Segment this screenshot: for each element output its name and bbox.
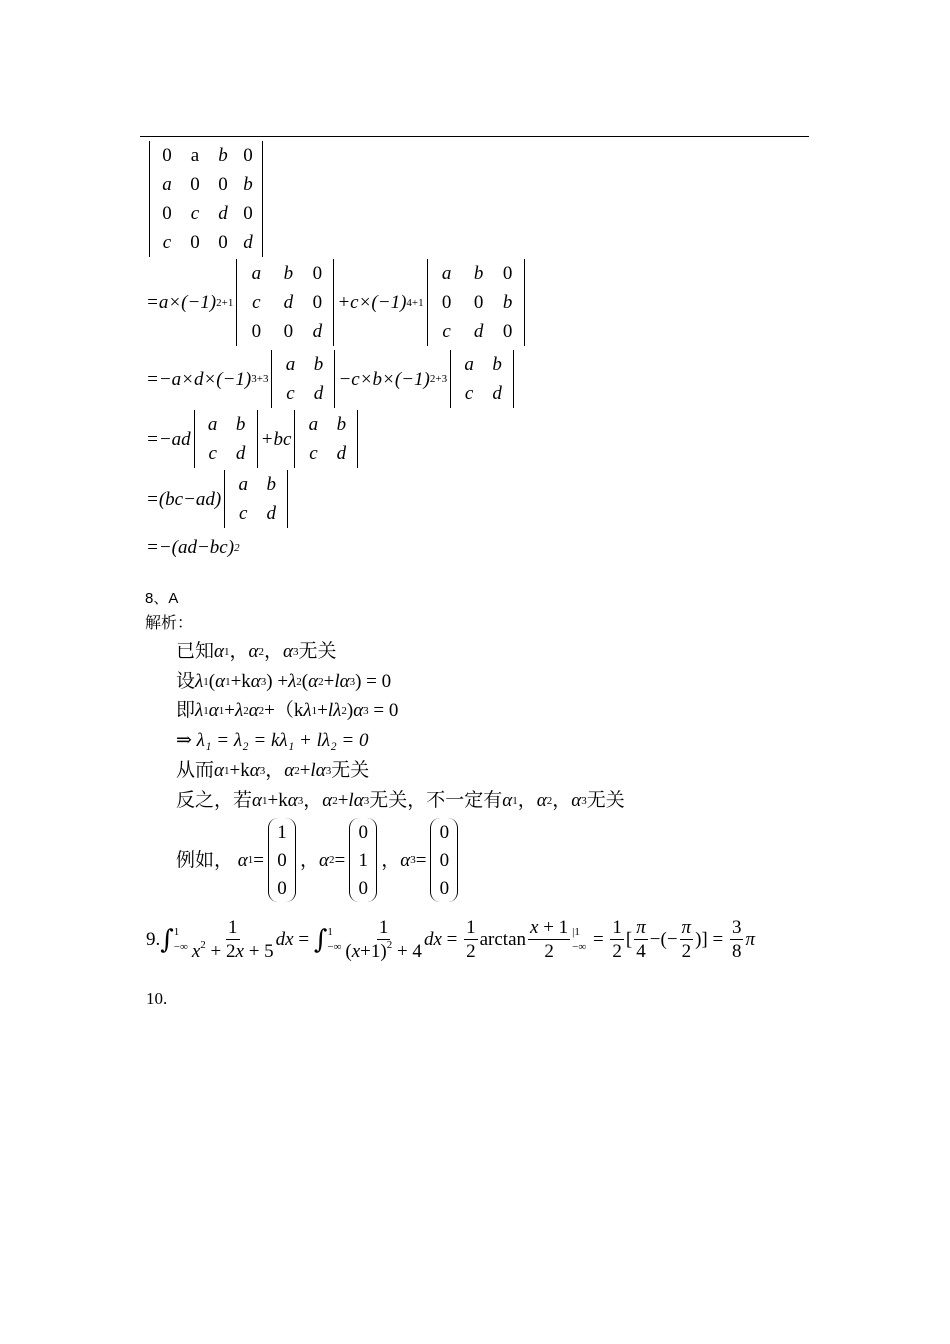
det4-cell: 0 <box>162 145 172 166</box>
step3-minor2 <box>294 410 358 468</box>
q8-heading: 8、A <box>145 590 179 607</box>
minor2x2-cell: c <box>309 443 318 464</box>
proof-l6-c: 无关 <box>586 789 625 811</box>
det4-cell: d <box>218 203 228 224</box>
term2-minor-cell: 0 <box>502 321 513 342</box>
q9-line: 9. ∫ 1 −∞ $\frac{1}{x^2 + 2x + 5}$ dx = ∫ 1 −∞ $\frac{1}{(x+1)^2 + 4}$ dx = $\frac{1}{2}$ arctan $\frac{x + 1}{2}$ |1 −∞ = $\frac{1}{2}$ [ $\frac{\pi}{4}$ −(− $\frac{\pi}{2}$ )] = $\frac{3}{8}$ π <box>146 917 755 962</box>
proof-l5-b: 无关 <box>331 759 370 781</box>
proof-l1-a: 已知 <box>176 640 215 662</box>
vector-alpha1 <box>268 818 296 902</box>
minor2x2-cell: c <box>208 443 217 464</box>
vector-entry: 1 <box>277 821 287 843</box>
step2-minor2 <box>450 350 514 408</box>
step3-term1: =−ad <box>146 428 191 450</box>
q10-label: 10. <box>146 989 168 1008</box>
step2-term2: −c×b×(−1) <box>338 368 430 390</box>
determinant-4x4 <box>146 141 266 257</box>
term1-minor-cell: 0 <box>312 292 323 313</box>
header-rule <box>140 136 809 137</box>
vector-entry: 0 <box>358 877 368 899</box>
det4-cell: c <box>162 232 172 253</box>
term2-minor-cell: a <box>441 263 452 284</box>
minor2x2-cell: a <box>238 474 248 495</box>
vector-alpha3 <box>430 818 458 902</box>
step3-minor1 <box>194 410 258 468</box>
minor2x2-cell: a <box>464 354 474 375</box>
proof-line-7: 例如， α 1 = 1 0 0 ， α 2 = 0 1 0 ， α 3 = 0 0 0 <box>176 818 462 902</box>
minor2x2-cell: a <box>207 414 218 435</box>
term2-minor <box>427 259 525 346</box>
term2-minor-cell: c <box>442 321 451 342</box>
term1-prefix: =a×(−1) <box>146 292 217 313</box>
term1-minor-cell: b <box>283 263 294 284</box>
minor2x2-cell: d <box>336 443 347 464</box>
term2-minor-cell: b <box>502 292 513 313</box>
minor2x2-cell: d <box>492 383 502 404</box>
step5-text: =−(ad−bc) <box>146 537 235 558</box>
q9-label: 9. <box>146 929 161 950</box>
term1-minor-cell: 0 <box>283 321 294 342</box>
det4-cell: d <box>243 232 253 253</box>
expansion-line: =a×(−1) 2+1 a b 0 c d 0 0 0 d +c×(−1) 4+1 a b 0 0 0 b c d 0 <box>146 259 528 346</box>
proof-l3-a: 即 <box>176 699 196 721</box>
proof-l6-a: 反之，若 <box>176 789 253 811</box>
det4-cell: 0 <box>243 203 253 224</box>
proof-line-4: ⇒ λ₁ = λ₂ = kλ₁ + lλ₂ = 0 <box>176 730 369 751</box>
q9-result-num: 3 <box>731 917 742 938</box>
minor2x2-cell: d <box>235 443 246 464</box>
step4-minor <box>224 470 288 528</box>
term2-minor-cell: 0 <box>473 292 484 313</box>
proof-l1-b: 无关 <box>298 640 337 662</box>
step3-term2: +bc <box>260 428 292 450</box>
proof-line-1: 已知 α 1 ， α 2 ， α 3 无关 <box>176 640 337 662</box>
step5-line: =−(ad−bc) 2 <box>146 537 240 558</box>
vector-entry: 0 <box>439 877 450 899</box>
term2-minor-cell: b <box>473 263 484 284</box>
proof-l3-eq: = 0 <box>373 700 399 721</box>
step4-line <box>146 470 291 528</box>
step2-term1: =−a×d×(−1) <box>146 368 252 390</box>
proof-l6-b: 无关，不一定有 <box>369 789 503 811</box>
det4-cell: 0 <box>218 232 228 253</box>
minor2x2-cell: b <box>313 354 324 375</box>
minor2x2-cell: a <box>285 354 296 375</box>
det4-cell: 0 <box>190 232 200 253</box>
proof-l7-a: 例如， <box>176 848 234 871</box>
term1-minor-cell: c <box>252 292 261 313</box>
term1-minor-cell: 0 <box>312 263 323 284</box>
term1-minor-cell: d <box>283 292 294 313</box>
proof-l2-a: 设 <box>176 670 196 692</box>
minor2x2-cell: b <box>266 474 276 495</box>
step2-line: =−a×d×(−1) 3+3 a b c d −c×b×(−1) 2+3 a b c d <box>146 350 517 408</box>
det4-cell: 0 <box>218 174 228 195</box>
proof-line-3: 即 λ 1 α 1 + λ 2 α 2 +（k λ 1 + l λ 2 ) α 3 = 0 <box>176 699 399 721</box>
term2-minor-cell: 0 <box>502 263 513 284</box>
q8-analysis-label: 解析： <box>145 613 194 632</box>
term1-minor-cell: d <box>312 321 323 342</box>
minor2x2-cell: c <box>286 383 295 404</box>
det4-cell: b <box>243 174 253 195</box>
vector-entry: 0 <box>439 849 450 871</box>
vector-entry: 0 <box>439 821 450 843</box>
step4-term: =(bc−ad) <box>146 488 222 510</box>
minor2x2-cell: d <box>266 503 276 524</box>
minor2x2-cell: c <box>464 383 474 404</box>
minor2x2-cell: a <box>308 414 319 435</box>
proof-line-5: 从而 α 1 +k α 3 ， α 2 + l α 3 无关 <box>176 759 370 781</box>
vector-alpha2 <box>349 818 377 902</box>
minor2x2-cell: b <box>235 414 246 435</box>
det4-cell: c <box>190 203 200 224</box>
term2-minor-cell: 0 <box>441 292 452 313</box>
det4-cell: a <box>162 174 172 195</box>
step2-minor1 <box>271 350 335 408</box>
vector-entry: 0 <box>277 877 287 899</box>
minor2x2-cell: b <box>336 414 347 435</box>
term1-minor-cell: a <box>251 263 262 284</box>
term2-prefix: +c×(−1) <box>337 292 407 313</box>
det4-cell: b <box>218 145 228 166</box>
det4-cell: 0 <box>243 145 253 166</box>
q9-result-den: 8 <box>731 941 742 962</box>
proof-line-6: 反之，若 α 1 +k α 3 ， α 2 + l α 3 无关，不一定有 α 1 ， α 2 ， α 3 无关 <box>176 789 625 811</box>
det4-cell: 0 <box>190 174 200 195</box>
term1-minor-cell: 0 <box>251 321 262 342</box>
proof-l5-a: 从而 <box>176 759 215 781</box>
step3-line <box>146 410 361 468</box>
det4-cell: 0 <box>162 203 172 224</box>
vector-entry: 0 <box>358 821 368 843</box>
term1-minor <box>236 259 334 346</box>
det4-cell: a <box>190 145 200 166</box>
minor2x2-cell: c <box>239 503 248 524</box>
vector-entry: 0 <box>277 849 287 871</box>
term2-minor-cell: d <box>473 321 484 342</box>
minor2x2-cell: d <box>313 383 324 404</box>
proof-l2-eq: = 0 <box>366 671 392 692</box>
vector-entry: 1 <box>358 849 368 871</box>
proof-line-2: 设 λ 1 ( α 1 +k α 3 ) + λ 2 ( α 2 + l α 3 ) = 0 <box>176 670 392 692</box>
minor2x2-cell: b <box>492 354 502 375</box>
